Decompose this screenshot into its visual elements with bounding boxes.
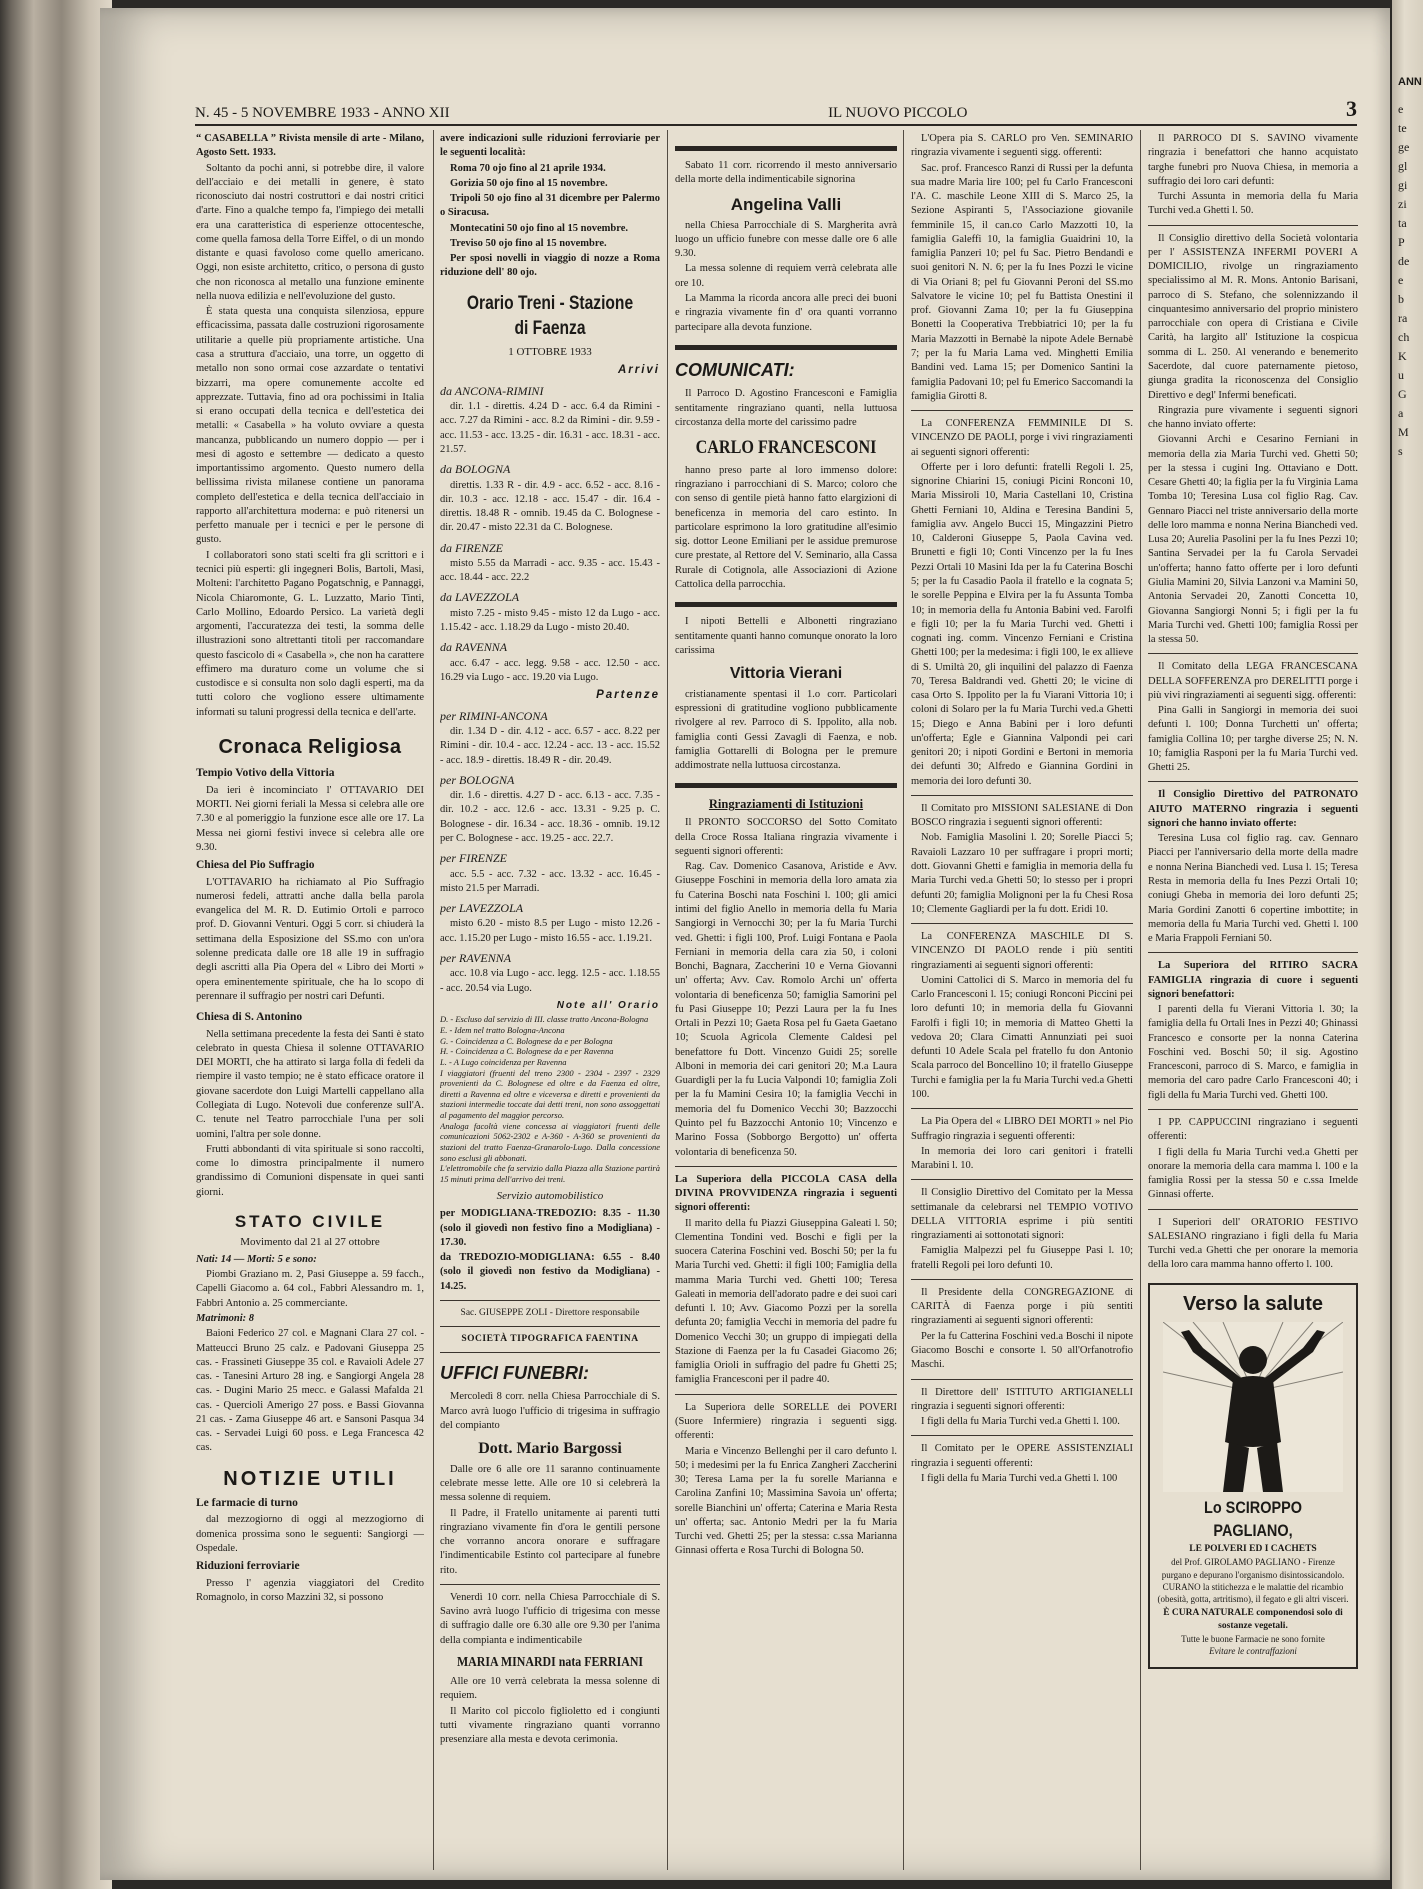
subsection-title: Chiesa di S. Antonino xyxy=(196,1011,303,1024)
riduzione-item: Tripoli 50 ojo fino al 31 dicembre per Palermo o Siracusa. xyxy=(440,193,660,219)
donor-list: Nob. Famiglia Masolini l. 20; Sorelle Piacci 5; Ravaioli Lazzaro 10 per suffragare i propri morti; dott. Giovanni Ghetti e famiglia in memoria della fu Maria Turchi ved.a Ghetti 50; lo stesso per i propri defunti 20; famiglia Molignoni per la fu Chesi Rosa 10; Clemente Gagliardi per la fu dott. Eridi 10. xyxy=(911,832,1133,915)
train-place: per RAVENNA xyxy=(440,950,512,965)
next-page-letter: gi xyxy=(1398,178,1408,192)
ad-text: del Prof. GIROLAMO PAGLIANO - Firenze xyxy=(1171,1556,1335,1567)
deceased-name: MARIA MINARDI nata FERRIANI xyxy=(456,1654,644,1670)
note-item: Analoga facoltà viene concessa ai viaggiatori fruenti delle comunicazioni 5062-2302 e A-360 - A-360 se provenienti da stazioni del tratto Faenza-Granarolo-Lugo. Dalla concessione sono esclusi gli abbonati. xyxy=(440,1120,660,1163)
donor-list: In memoria dei loro cari genitori i fratelli Marabini l. 10. xyxy=(911,1145,1133,1172)
deceased-name: Vittoria Vierani xyxy=(729,665,843,683)
ad-text: È CURA NATURALE componendosi solo di sostanze vegetali. xyxy=(1163,1607,1343,1631)
train-place: da LAVEZZOLA xyxy=(440,590,520,605)
next-page-letter: M xyxy=(1398,425,1409,439)
section-title-istituzioni: Ringraziamenti di Istituzioni xyxy=(708,797,864,812)
divider xyxy=(911,1435,1133,1436)
institution-header: Il PARROCO DI S. SAVINO vivamente ringrazia i benefattori che hanno acquistato targhe funebri pro Nuova Chiesa, in memoria a suffragio dei loro cari defunti: xyxy=(1148,133,1358,187)
orario-date: 1 OTTOBRE 1933 xyxy=(508,346,592,359)
donor-list: Uomini Cattolici di S. Marco in memoria del fu Carlo Francesconi l. 15; coniugi Ronconi Piccini pei loro defunti 10; in memoria della fu Giovanni Farolfi i figli 10; in memoria di Matteo Ghetti la vedova 20; Clara Cimatti Annunziati pei suoi defunti 10 Adele Scala pel fratello fu don Antonio Scala parroco del Boncellino 10; il fratello Giuseppe Turchi e famiglia per la fu Maria Turchi ved.a Ghetti 100. xyxy=(911,974,1133,1100)
article-paragraph: Ringrazia pure vivamente i seguenti signori che hanno inviato offerte: xyxy=(1148,404,1358,431)
ad-text: Tutte le buone Farmacie ne sono fornite xyxy=(1181,1633,1325,1644)
riduzione-item: Roma 70 ojo fino al 21 aprile 1934. xyxy=(450,162,606,174)
divider xyxy=(911,923,1133,924)
institution-header: Il Consiglio Direttivo del PATRONATO AIUTO MATERNO ringrazia i seguenti signori che hanno inviato offerte: xyxy=(1148,789,1358,829)
riduzione-item: Per sposi novelli in viaggio di nozze a Roma riduzione dell' 80 ojo. xyxy=(440,253,660,279)
article-paragraph: Il Marito col piccolo figlioletto ed i congiunti tutti vivamente ringraziano quanti vorranno presenziare alla mesta e devota cerimonia. xyxy=(440,1705,660,1746)
donor-list: Il marito della fu Piazzi Giuseppina Galeati l. 50; Clementina Tondini ved. Boschi e figli per la suocera Caterina Foschini ved. Boschi 50; per la fu Maria Turchi ved. Ghetti: il figli 100; Famiglia della mamma Maria Turchi ved. Ghetti 100; Teresa Galeati in memoria dell'adorato padre e dei suoi cari defunti l. 10; Avv. Giacomo Pozzi per la sorella defunta 20; famiglia Vecchi in memoria del padre fu Domenico Vecchi 30; un gruppo di impiegati della Stazione di Faenza per la fu Casadei Giacomo 26; famiglia Orioli in suffragio del padre fu Ghetti 25; famiglia Francesconi per il padre 40. xyxy=(675,1217,897,1386)
article-paragraph: Il Padre, il Fratello unitamente ai parenti tutti ringraziano vivamente fin d'ora le gentili persone che vorranno ancora onorare e suffragare l'indimenticabile Estinto col partecipare al funebre rito. xyxy=(440,1507,660,1576)
partenze-header: Partenze xyxy=(596,689,660,702)
column-5 xyxy=(1148,132,1358,1874)
donor-list: Giovanni Archi e Cesarino Ferniani in memoria della zia Maria Turchi ved. Ghetti 50; per la stessa i cugini Ing. Ottaviano e Dott. Cesare Ghetti 40; la figlia per la fu Virginia Lama Tomba 10; Teresina Lusa col figlio Rag. Cav. Gennaro Piacci nel triste anniversario della morte delle loro mamma e nonna Nerina Bianchedi ved. Lusa 20; Aurelia Pasolini per la fu Ines Pezzi 10; Santina Servadei per la fu Carola Servadei un'offerta; hanno fatto offerte per i loro defunti Giulia Mamini 20, Silvia Lanzoni v.a Mamini 50, Antonia Servadei 20, Zanotti Concetta 10, Giovanna Sangiorgi Nonni 5; i figli per la fu Maria Turchi ved. Ghetti 100; famiglia Rossi per la stessa 50. xyxy=(1148,434,1358,646)
article-paragraph: Mercoledì 8 corr. nella Chiesa Parrocchiale di S. Marco avrà luogo l'ufficio di trigesima in suffragio del compianto xyxy=(440,1391,660,1431)
next-page-letter: P xyxy=(1398,235,1405,249)
institution-header: Il Direttore dell' ISTITUTO ARTIGIANELLI ringrazia i seguenti signori offerenti: xyxy=(911,1386,1133,1412)
donor-list: Per la fu Catterina Foschini ved.a Boschi il nipote Giacomo Boschi e consorte l. 50 all'Orfanotrofio Maschi. xyxy=(911,1330,1133,1371)
column-3 xyxy=(675,132,897,1874)
article-paragraph: dal mezzogiorno di oggi al mezzogiorno di domenica prossima sono le seguenti: Sangiorgi — Ospedale. xyxy=(196,1514,424,1554)
subsection-title: Chiesa del Pio Suffragio xyxy=(196,859,315,872)
section-title-uffici-funebri: UFFICI FUNEBRI: xyxy=(440,1362,589,1383)
train-times: direttis. 1.33 R - dir. 4.9 - acc. 6.52 - acc. 8.16 - dir. 10.3 - acc. 12.18 - acc. 15.47 - dir. 16.4 - direttis. 18.48 R - omnib. 19.45 da C. Bolognese - dir. 20.47 - misto 22.31 da C. Bolognese. xyxy=(440,479,660,534)
section-title-orario: Orario Treni - Stazione di Faenza xyxy=(466,292,634,340)
donor-list: I figli della fu Maria Turchi ved.a Ghetti l. 100 xyxy=(921,1472,1118,1484)
note-item: E. - Idem nel tratto Bologna-Ancona xyxy=(440,1025,565,1036)
article-paragraph: cristianamente spentasi il 1.o corr. Particolari espressioni di gratitudine vogliono pubblicamente rivolgere al rev. Parroco di S. Ippolito, alla nob. famiglia conti Gessi Zavagli di Faenza, e nob. famiglia Gottarelli di Bologna per le premure addimostrate nella luttuosa circostanza. xyxy=(675,688,897,772)
divider xyxy=(1148,781,1358,782)
ad-brand: Lo SCIROPPO PAGLIANO, xyxy=(1204,1497,1302,1540)
next-page-letter: te xyxy=(1398,121,1407,135)
page-number: 3 xyxy=(1346,96,1357,121)
arrivi-header: Arrivi xyxy=(617,364,660,377)
black-bar xyxy=(675,345,897,350)
article-paragraph: Presso l' agenzia viaggiatori del Credito Romagnolo, in corso Mazzini 32, si possono xyxy=(196,1577,424,1604)
institution-header: Il Consiglio Direttivo del Comitato per la Messa settimanale da celebrarsi nel TEMPIO VOTIVO DELLA VITTORIA esprime i più sentiti ringraziamenti ai sottonotati signori: xyxy=(911,1187,1133,1242)
divider xyxy=(911,1179,1133,1180)
note-item: I viaggiatori (fruenti del treno 2300 - 2304 - 2397 - 2329 provenienti da C. Bolognese ed oltre e da Faenza ed oltre, diretti a Ravenna ed oltre e viceversa e diretti e provenienti da stazioni intermedie toccate dai detti treni, non sono assoggettati al pagamento del maggior percorso. xyxy=(440,1067,660,1121)
article-paragraph: nella Chiesa Parrocchiale di S. Margherita avrà luogo un ufficio funebre con messe dalle ore 6 alle 9.30. xyxy=(675,219,897,260)
masthead-rule xyxy=(195,124,1357,126)
article-paragraph: Da ieri è incominciato l' OTTAVARIO DEI MORTI. Nei giorni feriali la Messa si celebra alle ore 7.30 e al pomeriggio la funzione esce alle ore 17. La Messa nei giorni festivi invece si celebra alle ore 9.30. xyxy=(196,784,424,853)
article-paragraph: Venerdì 10 corr. nella Chiesa Parrocchiale di S. Savino avrà luogo l'ufficio di trigesima con messe di suffragio dalle ore 6.30 alle ore 9.30 per l'anima della compianta e indimenticabile xyxy=(440,1591,660,1646)
article-paragraph: Nella settimana precedente la festa dei Santi è stato celebrato in questa Chiesa il solenne OTTAVARIO DEI MORTI, che ha attirato si larga folla di fedeli da riempire il vasto tempio; ne è stato efficace oratore il giovane sacerdote don Luigi Martelli cappellano alla Collegiata di Lugo. Notevoli due conferenze sull'A. C. tenute nel Teatro parrocchiale l'una per soli uomini, l'altra per sole donne. xyxy=(196,1028,424,1140)
divider xyxy=(1148,1109,1358,1110)
next-page-letter: a xyxy=(1398,406,1404,420)
next-page-letters xyxy=(1398,100,1409,461)
orario-notes xyxy=(440,1014,660,1184)
ad-headline: Verso la salute xyxy=(1182,1292,1324,1315)
next-page-edge xyxy=(1392,0,1423,1889)
riduzione-item: Gorizia 50 ojo fino al 15 novembre. xyxy=(450,177,608,189)
section-title-cronaca: Cronaca Religiosa xyxy=(218,735,402,758)
next-page-letter: G xyxy=(1398,387,1407,401)
subsection-title: Riduzioni ferroviarie xyxy=(196,1560,300,1573)
institution-header: Il Comitato della LEGA FRANCESCANA DELLA SOFFERENZA pro DERELITTI porge i più vivi ringraziamenti ai seguenti sigg. offerenti: xyxy=(1148,661,1358,701)
article-paragraph: hanno preso parte al loro immenso dolore: ringraziano i parrocchiani di S. Marco; coloro che con senso di gentile pietà hanno fatto elargizioni di beneficenza in memoria del caro estinto. In particolare esprimono la loro gratitudine all'esimio sig. dottor Leone Emiliani per le assidue premurose cure prestate, al Rettore del V. Seminario, alla Cassa Rurale di Cotignola, alle Associazioni di Azione Cattolica della parrocchia. xyxy=(675,464,897,590)
next-page-letter: ch xyxy=(1398,330,1410,344)
divider xyxy=(440,1300,660,1301)
institution-header: I PP. CAPPUCCINI ringraziano i seguenti offerenti: xyxy=(1148,1117,1358,1143)
column-2 xyxy=(440,132,660,1874)
train-times: dir. 1.6 - direttis. 4.27 D - acc. 6.13 - acc. 7.35 - dir. 10.2 - acc. 12.6 - acc. 13.31 - 9.25 p. C. Bolognese - dir. 16.34 - acc. 18.36 - omnib. 19.12 per C. Bolognese - acc. 19.25 - acc. 22.7. xyxy=(440,790,660,845)
institution-header: I Superiori dell' ORATORIO FESTIVO SALESIANO ringraziano i figli della fu Maria Turchi ved.a Ghetti che per onorare la memoria della loro cara mamma hanno offerto l. 100. xyxy=(1148,1216,1358,1271)
deceased-name: Dott. Mario Bargossi xyxy=(478,1440,622,1458)
article-paragraph: Frutti abbondanti di vita spirituale si sono raccolti, come lo dimostra principalmente il numero grandissimo di Comunioni dispensate in quei santi giorni. xyxy=(196,1143,424,1198)
next-page-letter: b xyxy=(1398,292,1404,306)
next-page-letter: ta xyxy=(1398,216,1407,230)
section-title-notizie-utili: NOTIZIE UTILI xyxy=(223,1467,397,1490)
divider xyxy=(440,1326,660,1327)
auto-service-item: da TREDOZIO-MODIGLIANA: 6.55 - 8.40 (solo il giovedì non festivo da Modigliana) - 14.25. xyxy=(440,1252,660,1292)
subsection-title: Le farmacie di turno xyxy=(196,1496,298,1509)
column-rule xyxy=(433,130,434,1870)
next-page-letter: ra xyxy=(1398,311,1408,325)
train-times: misto 7.25 - misto 9.45 - misto 12 da Lugo - acc. 1.15.42 - acc. 1.18.29 da Lugo - misto 20.40. xyxy=(440,607,660,634)
auto-service-title: Servizio automobilistico xyxy=(496,1190,604,1203)
institution-header: La Superiora del RITIRO SACRA FAMIGLIA ringrazia di cuore i seguenti signori benefattori: xyxy=(1148,960,1358,1000)
next-page-letter: s xyxy=(1398,444,1403,458)
riduzione-item: Treviso 50 ojo fino al 15 novembre. xyxy=(450,237,607,249)
article-paragraph: I collaboratori sono stati scelti fra gli scrittori e i tecnici più esperti: gli ingegneri Bolis, Bartoli, Masi, Molteni: l'architetto Pagano Pogatschnig, e Pannaggi, Nicola Chiaromonte, G. L. Luzzatto, Mario Tinti, Carlo Mollino, Edoardo Persico. La varietà degli argomenti, l'accuratezza dei testi, la somma delle illustrazioni sono altrettanti titoli per raccomandare questo fascicolo di « Casabella », che non ha carattere effimero ma duraturo come un volume che si custodisce e si consulta non solo dagli esperti, ma da tutti coloro che vogliono essere ultimamente informati su taluni progressi della tecnica e dell'arte. xyxy=(196,549,424,718)
note-item: G. - Coincidenza a C. Bolognese da e per Bologna xyxy=(440,1035,613,1046)
donor-list: Turchi Assunta in memoria della fu Maria Turchi ved.a Ghetti l. 50. xyxy=(1148,191,1358,217)
issue-line: N. 45 - 5 NOVEMBRE 1933 - ANNO XII xyxy=(195,105,450,121)
institution-header: Il Consiglio direttivo della Società volontaria per l' ASSISTENZA INFERMI POVERI A DOMICILIO, rivolge un ringraziamento specialissimo al M. R. Mons. Antonio Barisani, parroco di S. Stefano, che solennizzando il cinquantesimo anniversario del proprio ministero parrocchiale con opera di Cristiana e Civile Carità, ha largito all' Istituzione la cospicua somma di L. 250. Al venerando e benemerito Sacerdote, dal cuore paternamente pietoso, giunga gradita la riconoscenza del Consiglio Direttivo e degl' Infermi beneficati. xyxy=(1148,232,1358,401)
institution-header: La Pia Opera del « LIBRO DEI MORTI » nel Pio Suffragio ringrazia i seguenti offerenti: xyxy=(911,1116,1133,1142)
newspaper-title: IL NUOVO PICCOLO xyxy=(828,105,968,121)
article-paragraph: Dalle ore 6 alle ore 11 saranno continuamente celebrate messe lette. Alle ore 10 si celebrerà la messa solenne di requiem. xyxy=(440,1463,660,1504)
train-place: per FIRENZE xyxy=(440,851,507,866)
train-times: misto 5.55 da Marradi - acc. 9.35 - acc. 15.43 - acc. 18.44 - acc. 22.2 xyxy=(440,557,660,584)
column-rule xyxy=(903,130,904,1870)
next-page-letter: gl xyxy=(1398,159,1408,173)
divider xyxy=(440,1352,660,1353)
divider xyxy=(675,1394,897,1395)
divider xyxy=(911,410,1133,411)
article-paragraph: Soltanto da pochi anni, si potrebbe dire, il valore dell'acciaio e dei metalli in genere, è stato riconosciuto dai nostri costruttori e dai nostri critici d'arte. Fino a qualche tempo fa, l'impiego dei metalli era una caratteristica di esperienze ottocentesche, come quella famosa della Torre Eiffel, o di un mondo distante e quasi favoloso come quello americano. Oggi, non esiste architetto, critico, o persona di gusto che non riconosca al metallo una funzione eminente nella nuova edilizia e nell'evoluzione del gusto. xyxy=(196,162,424,302)
train-times: dir. 1.1 - direttis. 4.24 D - acc. 6.4 da Rimini - acc. 7.27 da Rimini - acc. 8.2 da Rimini - dir. 9.59 - acc. 11.53 - acc. 13.25 - dir. 16.31 - acc. 18.31 - acc. 21.57. xyxy=(440,401,660,455)
divider xyxy=(1148,952,1358,953)
divider xyxy=(911,1108,1133,1109)
institution-header: L'Opera pia S. CARLO pro Ven. SEMINARIO ringrazia vivamente i seguenti sigg. offerenti: xyxy=(911,133,1133,159)
tipografia: SOCIETÀ TIPOGRAFICA FAENTINA xyxy=(461,1333,639,1344)
next-page-letter: K xyxy=(1398,349,1407,363)
next-page-letter: zi xyxy=(1398,197,1407,211)
divider xyxy=(675,1166,897,1167)
ad-text: Evitare le contraffazioni xyxy=(1209,1646,1297,1657)
casabella-title: “ CASABELLA ” Rivista mensile di arte - Milano, Agosto Sett. 1933. xyxy=(196,133,424,159)
next-page-letter: u xyxy=(1398,368,1404,382)
column-1 xyxy=(196,132,424,1874)
donor-list: Sac. prof. Francesco Ranzi di Russi per la defunta sua madre Maria lire 100; pel fu Carlo Francesconi l'A. C. maschile Leone XIII di S. Marco 25, la Sezione Aspiranti 5, l'Associazione giovanile femminile 15, il can.co Carlo Mazzotti 10, la famiglia Galeffi 10, la famiglia Guaidrini 10, la famiglia Panzeri 10; pel fu Sac. Pietro Bendandi e suoi genitori N. N. 6; per la fu Ines Pozzi le vicine di Via Oriani 8; pel fu Giovanni Peroni del SS.mo Salvatore le vicine 10; pel fu Battista Onestini il prof. Giovanni Zama 10; per la fu Giuseppina Bonetti la Cooperativa Trebbiatrici 10; per la fu Maria Mazzotti in Bernabè la nipote Adele Bernabè 7; per la fu Maria Lama ved. Minghetti Emilia Bandini ved. Lama 15; per Domenico Santini la famiglia Padovani 10; pel fu Emerico Saccomandi la famiglia Girotti 8. xyxy=(911,162,1133,402)
ad-text: LE POLVERI ED I CACHETS xyxy=(1189,1544,1317,1555)
note-item: D. - Escluso dal servizio di III. classe tratto Ancona-Bologna xyxy=(440,1014,649,1025)
next-page-letter: ge xyxy=(1398,140,1410,154)
next-page-letter: e xyxy=(1398,273,1404,287)
note-item: L. - A Lugo coincidenza per Ravenna xyxy=(440,1056,567,1067)
black-bar xyxy=(675,146,897,151)
train-times: acc. 6.47 - acc. legg. 9.58 - acc. 12.50 - acc. 16.29 via Lugo - acc. 19.20 via Lugo. xyxy=(440,657,660,683)
auto-service-item: per MODIGLIANA-TREDOZIO: 8.35 - 11.30 (solo il giovedì non festivo fino a Modigliana) - 17.30. xyxy=(440,1208,660,1248)
masthead xyxy=(195,96,1357,122)
train-place: da BOLOGNA xyxy=(440,462,511,477)
donor-list: Famiglia Malpezzi pel fu Giuseppe Pasi l. 10; fratelli Regoli pei loro defunti 10. xyxy=(911,1245,1133,1271)
advertisement-sciroppo-pagliano xyxy=(1148,1283,1358,1669)
next-page-letter: e xyxy=(1398,102,1404,116)
next-page-letter: de xyxy=(1398,254,1410,268)
donor-list: Rag. Cav. Domenico Casanova, Aristide e Avv. Giuseppe Foschini in memoria della loro amata zia fu Caterina Boschi nata Foschini l. 100; gli amici intimi del figlio Anello in memoria della fu Maria Sangiorgi in Vernocchi 30; per la fu Maria Turchi ved. Ghetti: i figli 100, Prof. Luigi Fontana e Paola Ferniani in memoria della cara zia 50, i coloni Bonchi, Bagnara, Zaccherini 10 e Verna Giovanni un' offerta; Avv. Cav. Romolo Archi un' offerta volontaria di beneficenza 50; famiglia Samorini pel fu Pasi Giuseppe 10; Pezzi Laura per la fu Ines Ortali in Pezzi 10; Gaeta Rosa pel fu Gaeta Gaetano 10; Scuola Agricola Clemente Caldesi pel benefattore fu Dott. Vincenzo Guidi 25; sorelle Alboni in memoria dei cari genitori 20; M.a Laura Guardigli per la fu Lucia Valpondi 10; famiglia Zoli per la fu Mamini Cesira 10; la famiglia Vecchi in memoria del fu Domenico Vecchi 30; Bazzocchi Quinto pel fu Bazzocchi Antonio 10; Vincenzo e Marino Fossa (Sobborgo Bergotto) un' offerta volontaria di beneficenza 50. xyxy=(675,861,897,1158)
divider xyxy=(1148,653,1358,654)
article-paragraph: L'OTTAVARIO ha richiamato al Pio Suffragio numerosi fedeli, attratti anche dalla bella parola evangelica del M. R. D. Eutimio Ortoli e parroco prof. D. Giovanni Venturi. Oggi 5 corr. si chiuderà la settimana della Esposizione del SS.mo con un'ora solenne predicata dalle ore 18 alle 19 in suffragio degli ascritti alla Pia Opera del « Libro dei Morti » opera eminentemente spirituale, che ha lo scopo di perennare il suffragio per nostri cari Defunti. xyxy=(196,876,424,1002)
article-paragraph: Il Parroco D. Agostino Francesconi e Famiglia sentitamente ringraziano quanti, nella luttuosa circostanza della morte del carissimo padre xyxy=(675,388,897,428)
donor-list: I figli della fu Maria Turchi ved.a Ghetti per onorare la memoria della cara mamma l. 100 e la famiglia Rossi per la stessa 50 e c.ssa Imelde Ginnasi offerte. xyxy=(1148,1146,1358,1201)
article-paragraph: Alle ore 10 verrà celebrata la messa solenne di requiem. xyxy=(440,1676,660,1702)
train-place: per RIMINI-ANCONA xyxy=(440,708,548,723)
donor-list: Maria e Vincenzo Bellenghi per il caro defunto l. 50; i medesimi per la fu Enrica Zangheri Zaccherini 30; Teresa Lama per la fu sorelle Marianna e Carolina Zanfini 10; Massimina Savoia un' offerta; sorelle Bianchini un' offerta; Caterina e Maria Resta un' offerta; sac. Antonio Medri per la fu Maria Turchi ved. Ghetti 25; per la stessa: c.ssa Marianna Ginnasi offerta e Rosa Turchi di Bologna 50. xyxy=(675,1445,897,1557)
divider xyxy=(911,1279,1133,1280)
stato-civile-nati: Nati: 14 — Morti: 5 e sono: xyxy=(196,1253,317,1265)
institution-header: Il Comitato pro MISSIONI SALESIANE di Don BOSCO ringrazia i seguenti signori offerenti: xyxy=(911,802,1133,829)
man-arms-raised-illustration xyxy=(1163,1322,1343,1492)
institution-header: Il Presidente della CONGREGAZIONE di CARITÀ di Faenza porge i più sentiti ringraziamenti ai seguenti signori offerenti: xyxy=(911,1286,1133,1327)
article-paragraph: È stata questa una conquista silenziosa, eppure efficacissima, passata dalle costruzioni rigorosamente utilitarie a quelle più propriamente artistiche. Una casa a struttura d'acciaio, una torre, un oggetto di metallo non sono ormai cose azzardate o tentativi bizzarri, ma opere comunemente accolte ed apprezzate. Tuttavia, fino ad ora pochissimi in Italia si erano occupati della tecnica e dell'estetica dei metalli: « Casabella » ha voluto ovviare a questa mancanza, pubblicando un numero doppio — per i mesi di agosto e settembre — dedicato a questo importantissimo argomento. Questo numero della bellissima rivista milanese contiene un panorama completo dell'estetica e della tecnica dell'acciaio in rapporto all'architettura moderna: e può ritenersi un perfetto manuale per i tecnici e per le persone di gusto. xyxy=(196,306,424,546)
stato-civile-morti: Piombi Graziano m. 2, Pasi Giuseppe a. 59 facch., Capelli Giacomo a. 64 col., Fabbri Alessandro m. 1, Fabbri Antonio a. 25 commerciante. xyxy=(196,1269,424,1309)
stato-civile-matrimoni: Matrimoni: 8 xyxy=(196,1312,255,1324)
institution-header: La Superiora della PICCOLA CASA della DIVINA PROVVIDENZA ringrazia i seguenti signori offerenti: xyxy=(675,1173,897,1214)
black-bar xyxy=(675,602,897,607)
riduzione-item: Montecatini 50 ojo fino al 15 novembre. xyxy=(450,222,628,234)
train-place: per LAVEZZOLA xyxy=(440,901,524,916)
train-times: misto 6.20 - misto 8.5 per Lugo - misto 12.26 - acc. 1.15.20 per Lugo - misto 16.55 - acc. 1.19.21. xyxy=(440,918,660,944)
train-times: acc. 10.8 via Lugo - acc. legg. 12.5 - acc. 1.18.55 - acc. 20.54 via Lugo. xyxy=(440,968,660,994)
stato-civile-matrimoni-list: Baioni Federico 27 col. e Magnani Clara 27 col. - Matteucci Bruno 25 calz. e Padovani Giuseppa 25 cas. - Frassineti Giuseppe 35 col. e Ravaioli Adele 27 cas. - Tanesini Arturo 28 ing. e Sangiorgi Angela 28 cas. - Dugini Mario 25 mecc. e Galassi Mafalda 21 cas. - Quercioli Amerigo 27 poss. e Bassi Giovanna 21 cas. - Zama Giuseppe 46 art. e Sansoni Pasqua 34 cas. - Servadei Luigi 60 poss. e Lega Francesca 42 cas. xyxy=(196,1328,424,1454)
subsection-title: Tempio Votivo della Vittoria xyxy=(196,767,335,780)
train-place: per BOLOGNA xyxy=(440,772,515,787)
section-title-comunicati: COMUNICATI: xyxy=(675,359,795,380)
divider xyxy=(440,1584,660,1585)
column-rule xyxy=(1140,130,1141,1870)
section-title-stato-civile: STATO CIVILE xyxy=(234,1211,386,1231)
black-bar xyxy=(675,783,897,788)
institution-header: La CONFERENZA FEMMINILE DI S. VINCENZO DE PAOLI, porge i vivi ringraziamenti ai seguenti signori offerenti: xyxy=(911,418,1133,458)
donor-list: I figli della fu Maria Turchi ved.a Ghetti l. 100. xyxy=(921,1416,1120,1428)
institution-header: Il Comitato per le OPERE ASSISTENZIALI ringrazia i seguenti offerenti: xyxy=(911,1443,1133,1469)
train-place: da FIRENZE xyxy=(440,540,503,555)
deceased-name: CARLO FRANCESCONI xyxy=(695,437,877,459)
article-paragraph: I nipoti Bettelli e Albonetti ringraziano sentitamente quanti hanno comunque onorato la loro carissima xyxy=(675,616,897,656)
divider xyxy=(1148,225,1358,226)
train-times: acc. 5.5 - acc. 7.32 - acc. 13.32 - acc. 16.45 - misto 21.5 per Marradi. xyxy=(440,868,660,894)
donor-list: Teresina Lusa col figlio rag. cav. Gennaro Piacci per l'anniversario della morte della madre e nonna Nerina Bianchedi ved. Lusa l. 15; Teresa Resta in memoria della fu Ines Pezzi Ortali 10; coniugi Gheba in memoria dei loro defunti 25; Maria Gordini Zanotti 6 copertine imbottite; in memoria della fu Maria Turchi ved. Ghetti l. 100 e Maria Frappoli Ferniani 50. xyxy=(1148,833,1358,945)
note-orario-header: Note all' Orario xyxy=(556,999,660,1011)
train-times: dir. 1.34 D - dir. 4.12 - acc. 6.57 - acc. 8.22 per Rimini - dir. 10.4 - acc. 12.24 - acc. 13 - acc. 15.52 - acc. 18.9 - direttis. 18.49 R - dir. 20.49. xyxy=(440,726,660,766)
next-page-header: ANN xyxy=(1398,76,1422,88)
direttore-responsabile: Sac. GIUSEPPE ZOLI - Direttore responsabile xyxy=(460,1307,640,1318)
train-place: da ANCONA-RIMINI xyxy=(440,383,544,398)
donor-list: Offerte per i loro defunti: fratelli Regoli l. 25, signorine Chiarini 15, coniugi Picini Ronconi 10, Maria Missiroli 10, Maria Castellani 10, Cristina Ghetti Ferniani 10, Aldina e Teresina Bandini 5, famiglia avv. Angelo Bucci 15, Mingazzini Pietro 10, Calderoni Giuseppe 5, Paola Cavina ved. Brunetti e figli 10; Conti Vincenzo per la fu Ines Pezzi Ortali 10 Masini Ida per la fu Caterina Boschi 5; per la fu Casadio Paola il fratello e la cognata 5; le sorelle Peppina e Elvira per la fu Assunta Tomba 10; in memoria della fu Antonia Babini ved. Farolfi e figli 10; per la fu Maria Turchi ved. Ghetti i cognati ing. comm. Vincenzo Ferniani e Cristina Ghetti 100; per la medesima: i figli 100, le ex allieve di S. Umiltà 20, gli inquilini del palazzo di Faenza 70, Teresa Baldrandi ved. Ghetti 20; le vicine di casa Orto S. Ippolito per la fu Viarani Vittoria 10; i coloni di Solaro per la fu Maria Turchi ved.a Ghetti 15; Diego e Anna Babini per i loro defunti un'offerta; Egle e Giannina Valpondi pei cari genitori 20; i nipoti Gordini e Bertoni in memoria dei defunti 30; Alfredo e Giannina Gordini in memoria dei loro defunti 30. xyxy=(911,461,1133,787)
stato-civile-period: Movimento dal 21 al 27 ottobre xyxy=(240,1235,380,1248)
donor-list: I parenti della fu Vierani Vittoria l. 30; la famiglia della fu Ortali Ines in Pezzi 40; Ghinassi Francesco e consorte per la nonna Caterina Foschini ved. Boschi 50; il sig. Agostino Francesconi, parroco di S. Marco, e famiglia in memoria del caro padre Carlo Francesconi 40; i figli della fu Maria Turchi ved. Ghetti 100. xyxy=(1148,1004,1358,1101)
book-binding xyxy=(0,0,112,1889)
column-4 xyxy=(911,132,1133,1874)
column-rule xyxy=(667,130,668,1870)
note-item: L'elettromobile che fa servizio dalla Piazza alla Stazione partirà 15 minuti prima dell'arrivo dei treni. xyxy=(440,1163,660,1184)
article-paragraph: La Mamma la ricorda ancora alle preci dei buoni e ringrazia vivamente fin d' ora quanti vorranno partecipare alla devota funzione. xyxy=(675,292,897,333)
divider xyxy=(911,1379,1133,1380)
donor-list: Pina Galli in Sangiorgi in memoria dei suoi defunti l. 100; Donna Turchetti un' offerta; famiglia Collina 10; per targhe diverse 25; N. N. 10; famiglia Rasponi per la fu Maria Turchi ved. Ghetti 25. xyxy=(1148,705,1358,774)
institution-header: La CONFERENZA MASCHILE DI S. VINCENZO DI PAOLO rende i più sentiti ringraziamenti ai seguenti signori offerenti: xyxy=(911,931,1133,971)
train-place: da RAVENNA xyxy=(440,640,508,655)
deceased-name: Angelina Valli xyxy=(730,194,842,214)
article-paragraph: Il PRONTO SOCCORSO del Sotto Comitato della Croce Rossa Italiana ringrazia vivamente i seguenti signori offerenti: xyxy=(675,817,897,857)
institution-header: La Superiora delle SORELLE dei POVERI (Suore Infermiere) ringrazia i seguenti sigg. offerenti: xyxy=(675,1401,897,1442)
riduzioni-continued: avere indicazioni sulle riduzioni ferroviarie per le seguenti località: xyxy=(440,133,660,159)
divider xyxy=(911,795,1133,796)
article-paragraph: La messa solenne di requiem verrà celebrata alle ore 10. xyxy=(675,263,897,289)
ad-text: purgano e depurano l'organismo disintossicandolo. xyxy=(1161,1569,1345,1580)
article-paragraph: Sabato 11 corr. ricorrendo il mesto anniversario della morte della indimenticabile signorina xyxy=(675,160,897,186)
ad-text: CURANO la stitichezza e le malattie del ricambio (obesità, gotta, artritismo), il fegato e gli altri visceri. xyxy=(1157,1582,1349,1605)
divider xyxy=(1148,1209,1358,1210)
note-item: H. - Coincidenza a C. Bolognese da e per Ravenna xyxy=(440,1046,614,1057)
